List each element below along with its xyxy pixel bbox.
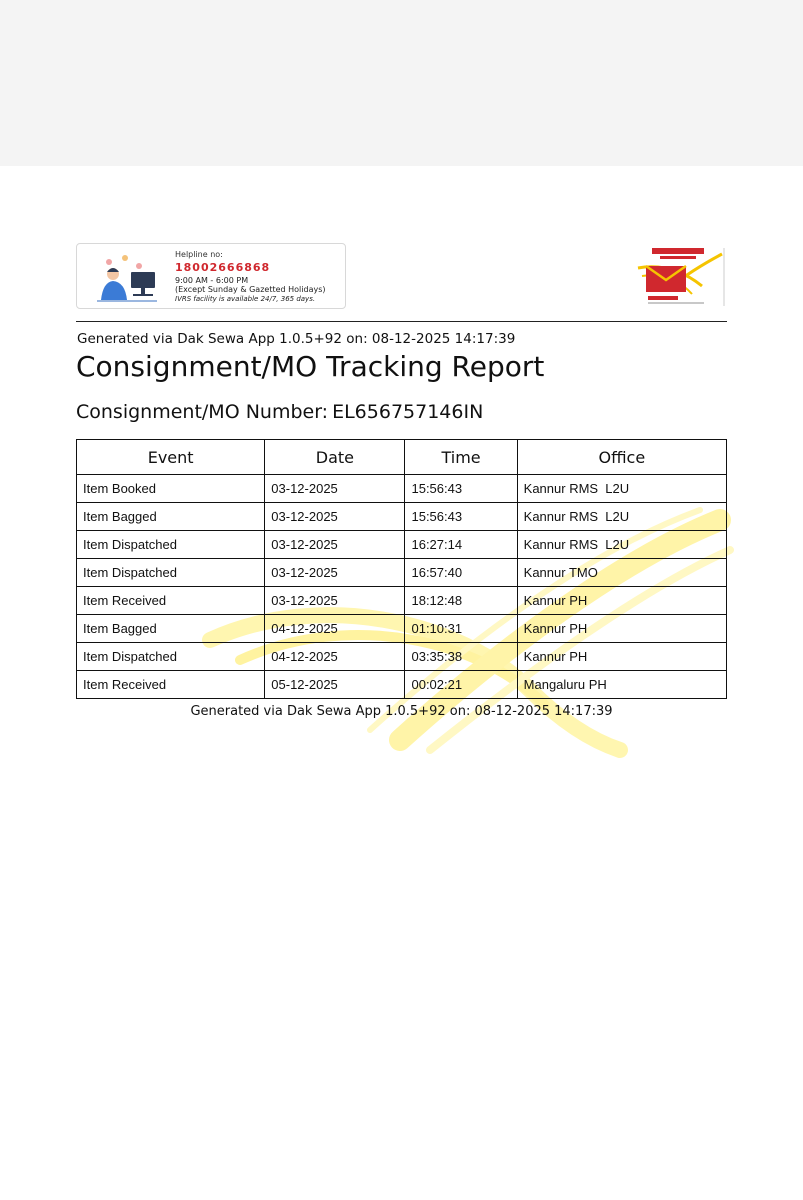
cell-event: Item Received: [77, 587, 265, 615]
cell-office: Kannur PH: [517, 643, 726, 671]
cell-event: Item Received: [77, 671, 265, 699]
helpline-banner: [76, 243, 346, 309]
cell-event: Item Bagged: [77, 503, 265, 531]
helpline-title: Helpline no:: [175, 250, 223, 259]
cell-date: 05-12-2025: [265, 671, 405, 699]
cell-time: 15:56:43: [405, 503, 517, 531]
cell-time: 16:27:14: [405, 531, 517, 559]
header-event: Event: [77, 440, 265, 475]
cell-event: Item Bagged: [77, 615, 265, 643]
table-row: [77, 559, 727, 587]
cell-event: Item Dispatched: [77, 559, 265, 587]
cell-event: Item Booked: [77, 475, 265, 503]
cell-date: 04-12-2025: [265, 615, 405, 643]
header-time: Time: [405, 440, 517, 475]
cell-date: 04-12-2025: [265, 643, 405, 671]
helpline-text: [175, 250, 326, 303]
generated-timestamp-bottom: Generated via Dak Sewa App 1.0.5+92 on: 08-12-2025 14:17:39: [190, 704, 613, 719]
helpline-exception: (Except Sunday & Gazetted Holidays): [175, 285, 326, 295]
table-row: [77, 503, 727, 531]
cell-time: 01:10:31: [405, 615, 517, 643]
cell-date: 03-12-2025: [265, 587, 405, 615]
table-row: [77, 671, 727, 699]
header-office: Office: [517, 440, 726, 475]
table-row: [77, 531, 727, 559]
table-row: [77, 643, 727, 671]
header-divider: [76, 321, 727, 322]
helpline-hours: 9:00 AM - 6:00 PM: [175, 275, 249, 285]
cell-time: 03:35:38: [405, 643, 517, 671]
cell-event: Item Dispatched: [77, 531, 265, 559]
consignment-number-line: [76, 401, 483, 423]
table-row: [77, 615, 727, 643]
cell-office: Kannur RMS L2U: [517, 503, 726, 531]
consignment-label: Consignment/MO Number:: [76, 401, 329, 423]
cell-office: Kannur RMS L2U: [517, 531, 726, 559]
cell-office: Kannur TMO: [517, 559, 726, 587]
generated-timestamp-top: Generated via Dak Sewa App 1.0.5+92 on: 08-12-2025 14:17:39: [77, 331, 516, 347]
header-date: Date: [265, 440, 405, 475]
cell-time: 18:12:48: [405, 587, 517, 615]
report-title: Consignment/MO Tracking Report: [76, 350, 545, 383]
cell-time: 15:56:43: [405, 475, 517, 503]
table-row: [77, 475, 727, 503]
cell-office: Kannur PH: [517, 615, 726, 643]
helpline-number: 18002666868: [175, 260, 271, 274]
cell-event: Item Dispatched: [77, 643, 265, 671]
helpline-ivrs-note: IVRS facility is available 24/7, 365 days.: [175, 294, 316, 303]
cell-office: Mangaluru PH: [517, 671, 726, 699]
support-agent-icon: [87, 250, 167, 304]
consignment-number: EL656757146IN: [332, 401, 484, 423]
table-row: [77, 587, 727, 615]
cell-date: 03-12-2025: [265, 503, 405, 531]
cell-date: 03-12-2025: [265, 559, 405, 587]
cell-date: 03-12-2025: [265, 531, 405, 559]
cell-time: 16:57:40: [405, 559, 517, 587]
top-gray-band: [0, 0, 803, 166]
cell-date: 03-12-2025: [265, 475, 405, 503]
cell-time: 00:02:21: [405, 671, 517, 699]
cell-office: Kannur PH: [517, 587, 726, 615]
cell-office: Kannur RMS L2U: [517, 475, 726, 503]
table-header-row: [77, 440, 727, 475]
india-post-logo: [632, 246, 726, 308]
tracking-table: [76, 439, 727, 699]
